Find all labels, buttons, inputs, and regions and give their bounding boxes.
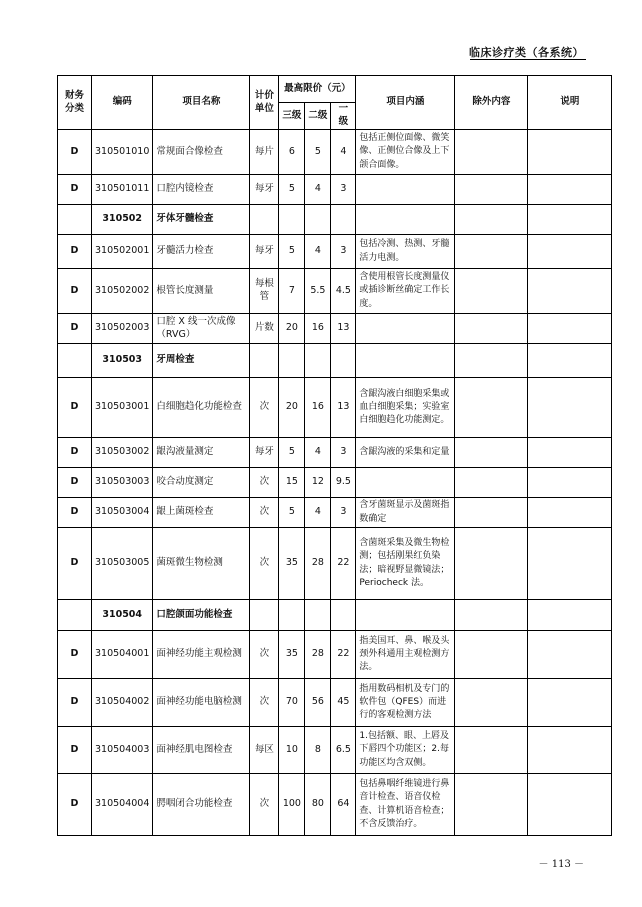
cell-price-level3: 5 [279, 175, 305, 205]
fee-table [57, 75, 612, 836]
cell-unit: 次 [250, 631, 279, 679]
cell-code: 310502001 [92, 235, 153, 269]
cell-exclusions [455, 175, 528, 205]
cell-notes [528, 235, 612, 269]
cell-price-level3: 5 [279, 498, 305, 528]
table-row [58, 175, 612, 205]
cell-code: 310501011 [92, 175, 153, 205]
cell-unit: 次 [250, 468, 279, 498]
cell-content [356, 175, 455, 205]
cell-notes [528, 528, 612, 600]
cell-exclusions [455, 130, 528, 175]
cell-price-level2: 8 [305, 727, 331, 774]
cell-code: 310503001 [92, 378, 153, 438]
cell-category: D [58, 235, 92, 269]
group-row [58, 344, 612, 378]
cell-price-level1: 22 [331, 528, 356, 600]
cell-notes [528, 269, 612, 314]
cell-content: 含牙菌斑显示及菌斑指数确定 [356, 498, 455, 528]
cell-price-level2: 4 [305, 438, 331, 468]
cell-price-level1: 3 [331, 498, 356, 528]
cell-price-level2: 5 [305, 130, 331, 175]
cell-price-level2: 16 [305, 378, 331, 438]
cell-name: 口腔内镜检查 [153, 175, 250, 205]
cell-price-level3: 5 [279, 235, 305, 269]
cell-unit: 次 [250, 498, 279, 528]
cell-notes [528, 130, 612, 175]
cell-price-level1: 3 [331, 175, 356, 205]
cell-price-level3: 35 [279, 528, 305, 600]
group-code: 310504 [92, 600, 153, 631]
cell-price-level1: 22 [331, 631, 356, 679]
cell-code: 310503003 [92, 468, 153, 498]
cell-name: 咬合动度测定 [153, 468, 250, 498]
cell-exclusions [455, 235, 528, 269]
cell-code: 310504004 [92, 774, 153, 836]
cell-content: 含菌斑采集及微生物检测；包括刚果红负染法；暗视野显微镜法；Periocheck 法。 [356, 528, 455, 600]
cell-name: 腭咽闭合功能检查 [153, 774, 250, 836]
cell-unit: 每片 [250, 130, 279, 175]
table-row [58, 130, 612, 175]
cell-unit: 每牙 [250, 235, 279, 269]
cell-unit: 次 [250, 378, 279, 438]
cell-code: 310503002 [92, 438, 153, 468]
cell-exclusions [455, 679, 528, 727]
cell-notes [528, 314, 612, 344]
cell-code: 310504002 [92, 679, 153, 727]
cell-name: 面神经功能电脑检测 [153, 679, 250, 727]
header-max-price: 最高限价（元） [279, 76, 356, 103]
cell-name: 根管长度测量 [153, 269, 250, 314]
cell-content: 指美国耳、鼻、喉及头颈外科通用主观检测方法。 [356, 631, 455, 679]
cell-code: 310502002 [92, 269, 153, 314]
cell-category: D [58, 175, 92, 205]
group-name: 口腔颌面功能检查 [153, 600, 250, 631]
cell-price-level2: 28 [305, 631, 331, 679]
cell-price-level1: 6.5 [331, 727, 356, 774]
cell-price-level3: 35 [279, 631, 305, 679]
cell-unit: 每根管 [250, 269, 279, 314]
cell-content: 含使用根管长度测量仪或插诊断丝确定工作长度。 [356, 269, 455, 314]
cell-content [356, 468, 455, 498]
cell-name: 面神经功能主观检测 [153, 631, 250, 679]
cell-category: D [58, 679, 92, 727]
cell-exclusions [455, 314, 528, 344]
table-row [58, 774, 612, 836]
header-content: 项目内涵 [356, 76, 455, 130]
table-row [58, 378, 612, 438]
cell-unit: 次 [250, 774, 279, 836]
cell-price-level1: 3 [331, 235, 356, 269]
cell-price-level3: 20 [279, 378, 305, 438]
cell-notes [528, 679, 612, 727]
group-name: 牙周检查 [153, 344, 250, 378]
header-notes: 说明 [528, 76, 612, 130]
cell-exclusions [455, 528, 528, 600]
cell-price-level1: 13 [331, 378, 356, 438]
cell-category: D [58, 269, 92, 314]
cell-exclusions [455, 498, 528, 528]
section-title: 临床诊疗类（各系统） [469, 46, 584, 59]
cell-unit: 每牙 [250, 175, 279, 205]
page-number: － 113 － [538, 859, 584, 870]
group-code: 310502 [92, 205, 153, 235]
cell-exclusions [455, 631, 528, 679]
cell-code: 310504003 [92, 727, 153, 774]
cell-unit: 每区 [250, 727, 279, 774]
cell-unit: 次 [250, 679, 279, 727]
cell-unit: 片数 [250, 314, 279, 344]
cell-price-level3: 7 [279, 269, 305, 314]
cell-notes [528, 631, 612, 679]
table-row [58, 269, 612, 314]
header-name: 项目名称 [153, 76, 250, 130]
cell-code: 310502003 [92, 314, 153, 344]
cell-notes [528, 378, 612, 438]
cell-price-level2: 80 [305, 774, 331, 836]
cell-category: D [58, 378, 92, 438]
cell-category: D [58, 314, 92, 344]
cell-name: 面神经肌电图检查 [153, 727, 250, 774]
cell-notes [528, 175, 612, 205]
header-level1: 一级 [331, 103, 356, 130]
cell-name: 白细胞趋化功能检查 [153, 378, 250, 438]
cell-price-level2: 28 [305, 528, 331, 600]
table-row [58, 438, 612, 468]
cell-exclusions [455, 269, 528, 314]
cell-name: 口腔 X 线一次成像（RVG） [153, 314, 250, 344]
header-exclusions: 除外内容 [455, 76, 528, 130]
cell-name: 龈沟液量测定 [153, 438, 250, 468]
cell-content: 指用数码相机及专门的软件包（QFES）而进行的客观检测方法 [356, 679, 455, 727]
table-row [58, 498, 612, 528]
cell-exclusions [455, 438, 528, 468]
group-code: 310503 [92, 344, 153, 378]
cell-code: 310503005 [92, 528, 153, 600]
cell-price-level1: 64 [331, 774, 356, 836]
header-rule [470, 59, 586, 60]
cell-price-level2: 16 [305, 314, 331, 344]
cell-price-level2: 12 [305, 468, 331, 498]
cell-price-level2: 4 [305, 235, 331, 269]
cell-notes [528, 498, 612, 528]
cell-name: 常规面合像检查 [153, 130, 250, 175]
cell-category: D [58, 438, 92, 468]
cell-price-level2: 4 [305, 498, 331, 528]
table-row [58, 468, 612, 498]
group-row [58, 205, 612, 235]
cell-category: D [58, 528, 92, 600]
cell-name: 菌斑微生物检测 [153, 528, 250, 600]
cell-exclusions [455, 468, 528, 498]
cell-price-level1: 45 [331, 679, 356, 727]
cell-unit: 次 [250, 528, 279, 600]
cell-price-level3: 70 [279, 679, 305, 727]
cell-content: 含龈沟液白细胞采集或血白细胞采集；实验室白细胞趋化功能测定。 [356, 378, 455, 438]
cell-content: 1.包括额、眼、上唇及下唇四个功能区；2.每功能区均含双侧。 [356, 727, 455, 774]
cell-content: 包括鼻咽纤维镜进行鼻音计检查、语音仪检查、计算机语音检查；不含反馈治疗。 [356, 774, 455, 836]
group-row [58, 600, 612, 631]
cell-exclusions [455, 774, 528, 836]
group-name: 牙体牙髓检查 [153, 205, 250, 235]
table-row [58, 314, 612, 344]
cell-price-level1: 4.5 [331, 269, 356, 314]
table-row [58, 679, 612, 727]
table-row [58, 235, 612, 269]
header-level2: 二级 [305, 103, 331, 130]
cell-unit: 每牙 [250, 438, 279, 468]
cell-notes [528, 727, 612, 774]
cell-price-level3: 20 [279, 314, 305, 344]
cell-category: D [58, 468, 92, 498]
cell-price-level3: 100 [279, 774, 305, 836]
cell-exclusions [455, 378, 528, 438]
cell-content: 包括冷测、热测、牙髓活力电测。 [356, 235, 455, 269]
cell-content: 包括正侧位面像、微笑像、正侧位合像及上下颌合面像。 [356, 130, 455, 175]
cell-category: D [58, 631, 92, 679]
cell-price-level2: 5.5 [305, 269, 331, 314]
cell-price-level3: 15 [279, 468, 305, 498]
cell-content [356, 314, 455, 344]
table-row [58, 631, 612, 679]
table-row [58, 528, 612, 600]
cell-price-level1: 13 [331, 314, 356, 344]
cell-code: 310501010 [92, 130, 153, 175]
cell-price-level2: 4 [305, 175, 331, 205]
cell-price-level3: 5 [279, 438, 305, 468]
header-code: 编码 [92, 76, 153, 130]
cell-content: 含龈沟液的采集和定量 [356, 438, 455, 468]
cell-notes [528, 438, 612, 468]
cell-category: D [58, 130, 92, 175]
cell-category: D [58, 774, 92, 836]
cell-notes [528, 774, 612, 836]
cell-category: D [58, 727, 92, 774]
cell-price-level2: 56 [305, 679, 331, 727]
cell-category: D [58, 498, 92, 528]
table-row [58, 727, 612, 774]
cell-exclusions [455, 727, 528, 774]
cell-code: 310503004 [92, 498, 153, 528]
header-level3: 三级 [279, 103, 305, 130]
cell-code: 310504001 [92, 631, 153, 679]
cell-price-level3: 6 [279, 130, 305, 175]
cell-name: 牙髓活力检查 [153, 235, 250, 269]
cell-name: 龈上菌斑检查 [153, 498, 250, 528]
cell-price-level1: 4 [331, 130, 356, 175]
cell-notes [528, 468, 612, 498]
cell-price-level3: 10 [279, 727, 305, 774]
cell-price-level1: 3 [331, 438, 356, 468]
cell-price-level1: 9.5 [331, 468, 356, 498]
header-unit: 计价单位 [250, 76, 279, 130]
header-category: 财务分类 [58, 76, 92, 130]
